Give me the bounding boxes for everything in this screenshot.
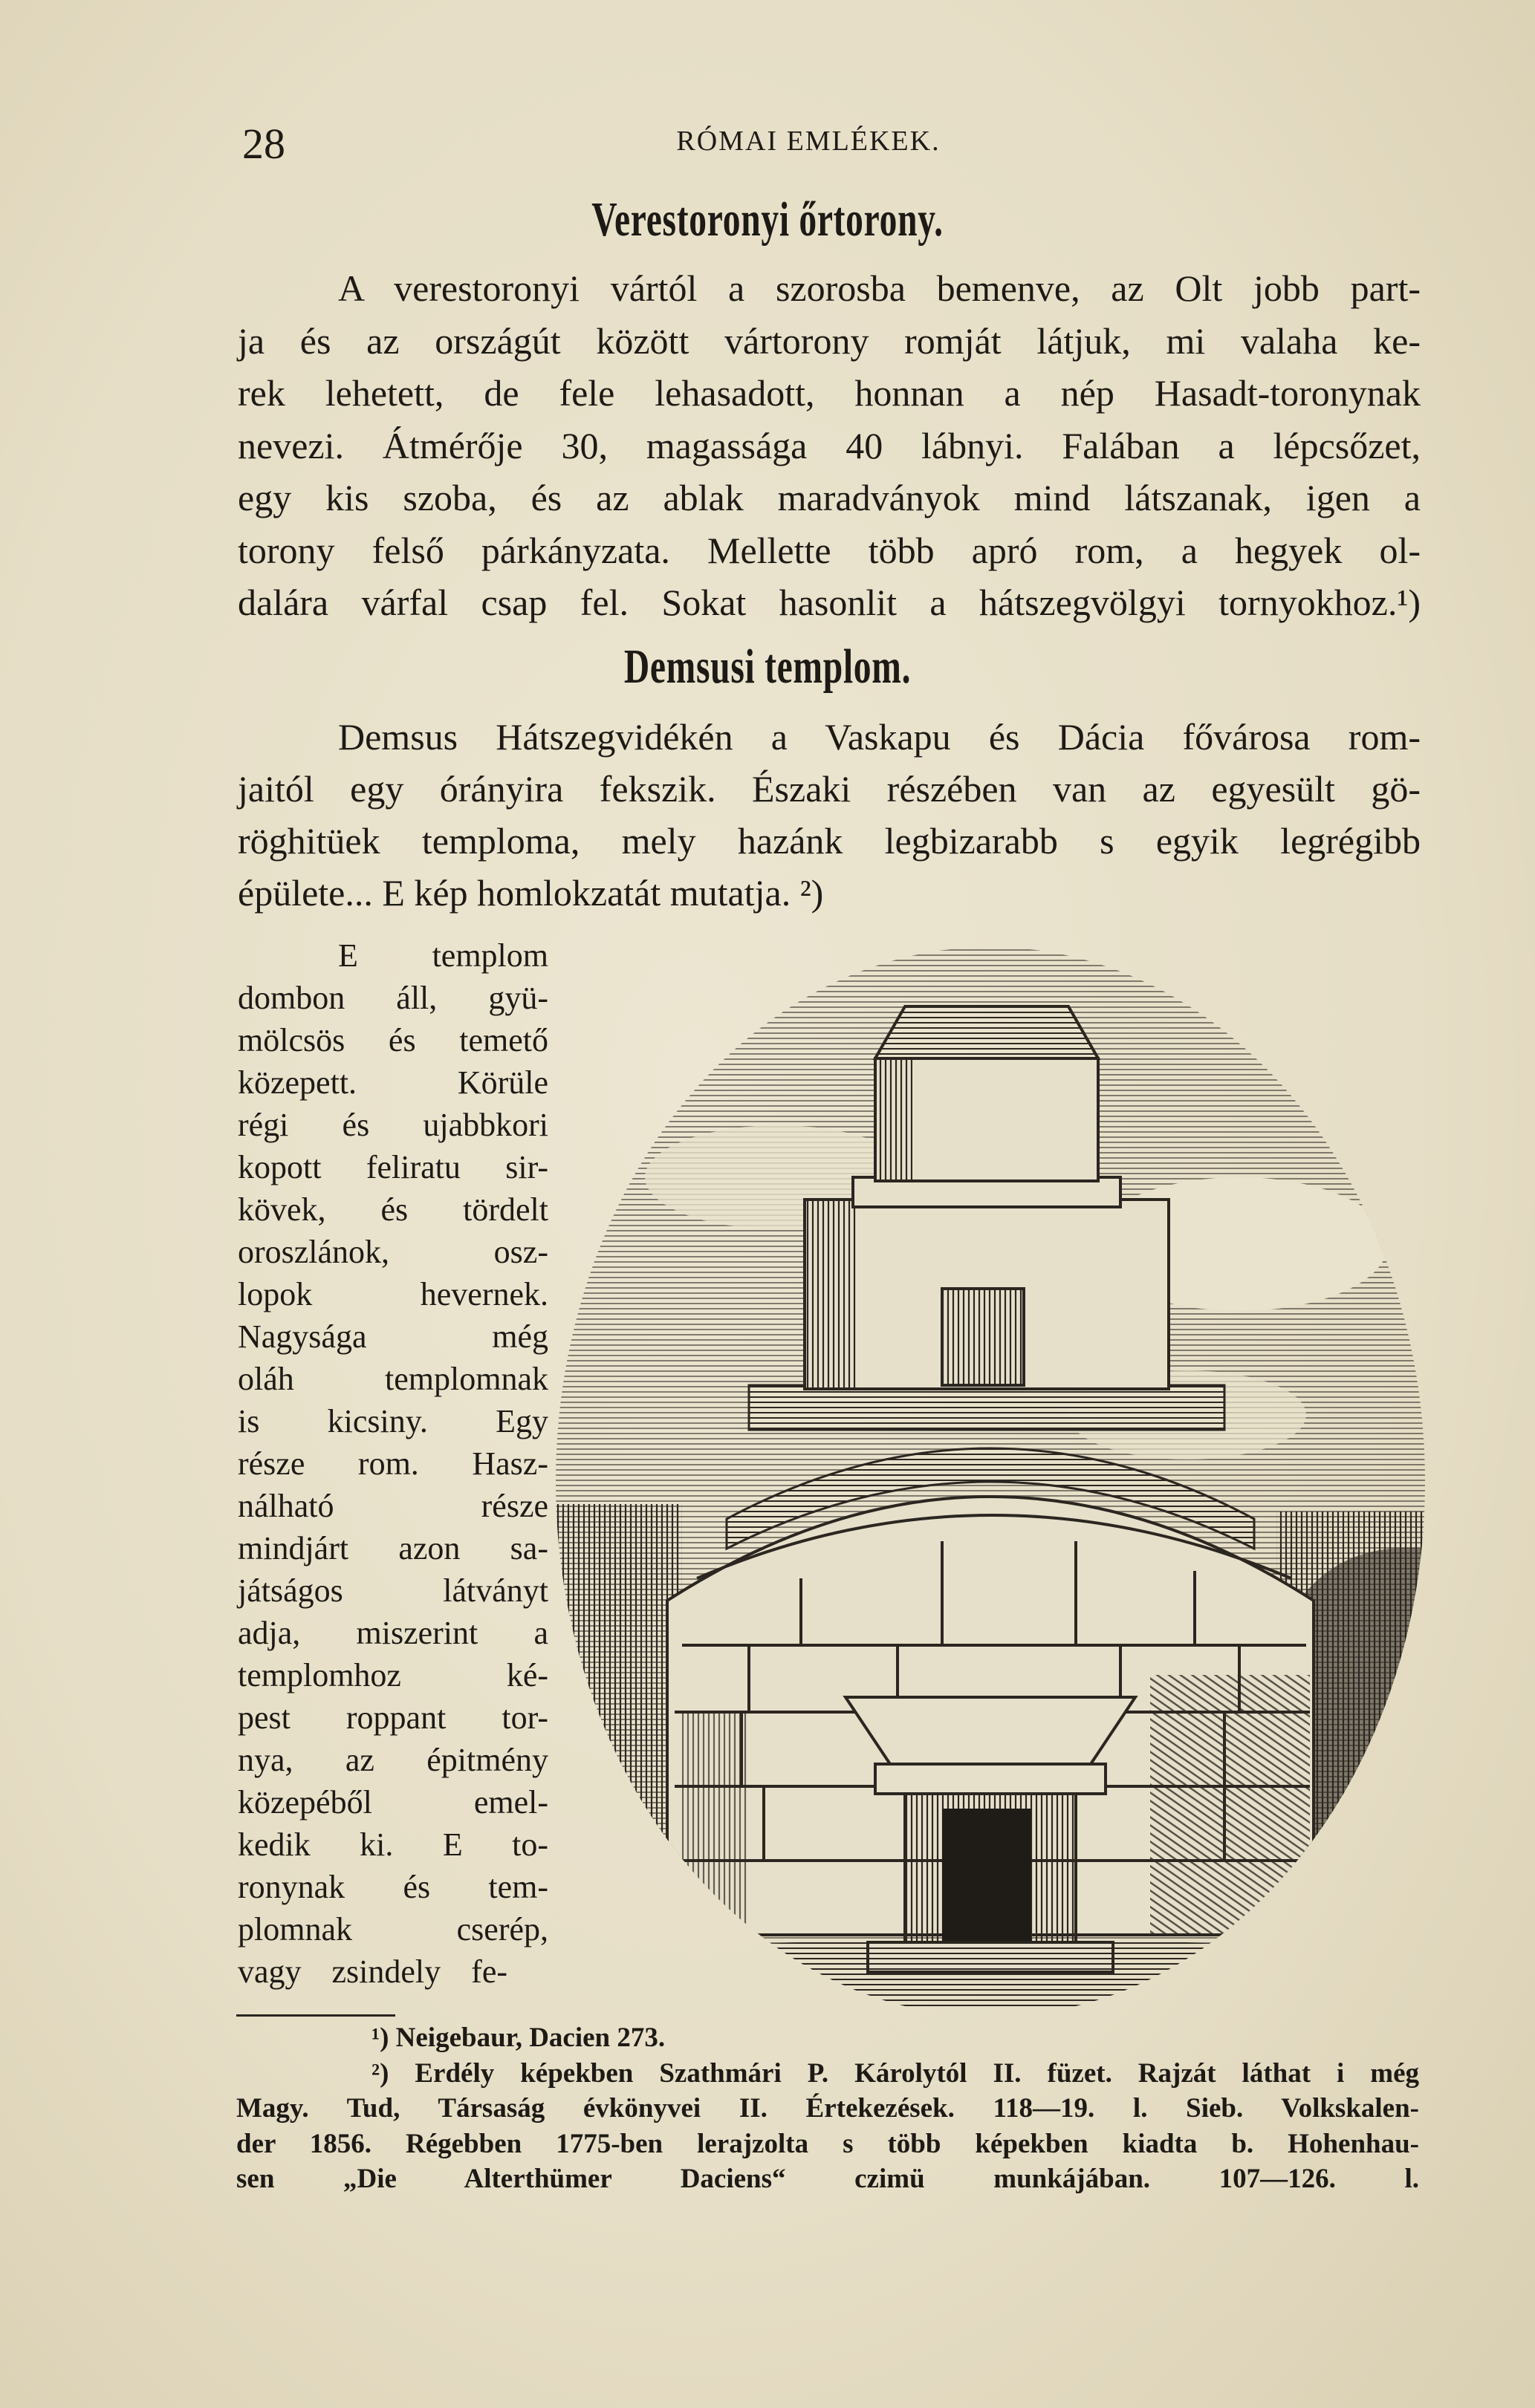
text-line: nevezi. Átmérője 30, magassága 40 lábnyi. Falában a lépcsőzet, — [238, 424, 1421, 466]
text-line: dalára várfal csap fel. Sokat hasonlit a hátszegvölgyi tornyokhoz.¹) — [238, 582, 1421, 623]
side-text-line: része rom. Hasz- — [238, 1445, 548, 1482]
side-text-line: is kicsiny. Egy — [238, 1403, 548, 1439]
text-line: A verestoronyi vártól a szorosba bemenve, az Olt jobb part- — [338, 267, 1421, 309]
side-text-line: nya, az épitmény — [238, 1742, 548, 1778]
side-text-line: vagy zsindely fe- — [238, 1953, 507, 1990]
section-heading-verestoronyi: Verestoronyi őrtorony. — [591, 192, 944, 247]
text-line: Demsus Hátszegvidékén a Vaskapu és Dácia fővárosa rom- — [338, 716, 1421, 758]
text-line: röghitüek temploma, mely hazánk legbizarabb s egyik legrégibb — [238, 820, 1421, 862]
text-line: ja és az országút között vártorony romját látjuk, mi valaha ke- — [238, 319, 1421, 362]
side-text-line: mindjárt azon sa- — [238, 1530, 548, 1566]
side-text-line: mölcsös és temető — [238, 1022, 548, 1058]
side-text-line: lopok hevernek. — [238, 1276, 548, 1312]
church-engraving-illustration — [556, 932, 1425, 2009]
side-text-line: Nagysága még — [238, 1318, 548, 1355]
side-text-line: oroszlánok, osz- — [238, 1234, 548, 1270]
side-text-line: nálható része — [238, 1488, 548, 1524]
side-text-line: plomnak cserép, — [238, 1911, 548, 1947]
footnote-line: Magy. Tud, Társaság évkönyvei II. Értekezések. 118—19. l. Sieb. Volkskalen- — [236, 2093, 1419, 2124]
footnote-line: ²) Erdély képekben Szathmári P. Károlytól II. füzet. Rajzát láthat i még — [371, 2057, 1419, 2089]
running-title-text: RÓMAI EMLÉKEK. — [676, 126, 941, 157]
footnote-line: der 1856. Régebben 1775-ben lerajzolta s több képekben kiadta b. Hohenhau- — [236, 2128, 1419, 2159]
side-text-line: ronynak és tem- — [238, 1869, 548, 1905]
side-text-line: dombon áll, gyü- — [238, 980, 548, 1016]
section-heading-demsusi: Demsusi templom. — [623, 640, 912, 694]
footnote-line: sen „Die Alterthümer Daciens“ czimü munkájában. 107—126. l. — [236, 2164, 1419, 2194]
side-text-line: oláh templomnak — [238, 1361, 548, 1397]
side-text-line: adja, miszerint a — [238, 1615, 548, 1651]
text-line: épülete... E kép homlokzatát mutatja. ²) — [238, 872, 824, 914]
side-text-line: kövek, és tördelt — [238, 1191, 548, 1228]
page-number: 28 — [242, 120, 285, 168]
side-text-line: közepéből emel- — [238, 1784, 548, 1820]
side-text-line: közepett. Körüle — [238, 1064, 548, 1101]
side-text-line: pest roppant tor- — [238, 1699, 548, 1736]
side-text-line: kedik ki. E to- — [238, 1826, 548, 1863]
footnote-line: ¹) Neigebaur, Dacien 273. — [371, 2023, 666, 2053]
side-text-line: játságos látványt — [238, 1572, 548, 1609]
running-title — [0, 125, 1535, 157]
text-line: egy kis szoba, és az ablak maradványok mind látszanak, igen a — [238, 477, 1421, 518]
footnote-divider — [236, 2014, 395, 2017]
side-text-line: E templom — [338, 937, 548, 974]
text-line: rek lehetett, de fele lehasadott, honnan a nép Hasadt-toronynak — [238, 372, 1421, 414]
text-line: torony felső párkányzata. Mellette több apró rom, a hegyek ol- — [238, 529, 1421, 571]
side-text-line: kopott feliratu sir- — [238, 1149, 548, 1185]
side-text-line: régi és ujabbkori — [238, 1107, 548, 1143]
text-line: jaitól egy órányira fekszik. Északi részében van az egyesült gö- — [238, 768, 1421, 810]
side-text-line: templomhoz ké- — [238, 1657, 548, 1693]
